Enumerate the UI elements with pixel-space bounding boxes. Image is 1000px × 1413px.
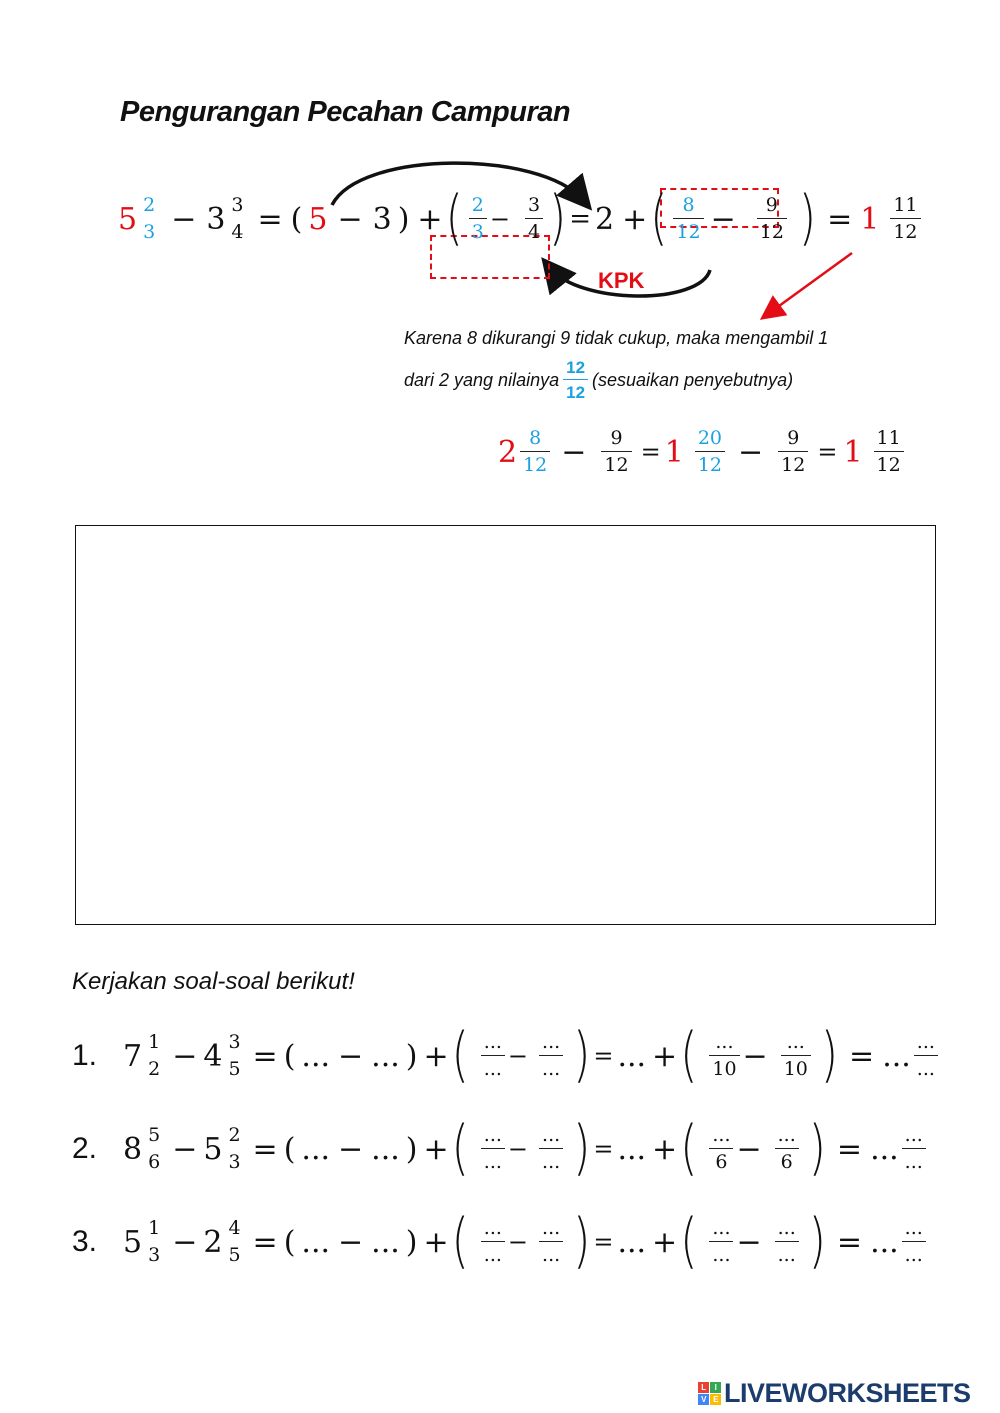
q-plus-1: +	[423, 1131, 449, 1167]
q-big-lparen-2: (	[680, 1113, 698, 1183]
br-f3: $\frac{20}{12}$	[695, 428, 725, 476]
q-blank-res-frac[interactable]: $\frac{...}{...}$	[902, 1218, 926, 1266]
q-blank-whole-2[interactable]: ...	[371, 1038, 400, 1074]
liveworksheets-logo	[698, 1378, 971, 1409]
ex-g1: $\frac{8}{12}$	[673, 195, 703, 243]
note-line-2b: (sesuaikan penyebutnya)	[592, 369, 794, 390]
q-blank-frac-1[interactable]: $\frac{...}{...}$	[481, 1218, 505, 1266]
q-eq-2: =	[593, 1135, 614, 1163]
br-w5: 1	[843, 434, 863, 470]
br-f2: $\frac{9}{12}$	[601, 428, 631, 476]
q-a-whole: 8	[123, 1131, 143, 1167]
q-big-rparen-1: )	[573, 1020, 591, 1090]
q-rparen: )	[405, 1224, 418, 1260]
borrow-equation	[498, 428, 907, 476]
q-big-rparen-2: )	[808, 1206, 826, 1276]
q-minus-4: −	[736, 1224, 762, 1260]
q-big-lparen-1: (	[451, 1020, 469, 1090]
q-blank-frac-2[interactable]: $\frac{...}{...}$	[539, 1032, 563, 1080]
q-conv-frac-2[interactable]: $\frac{...}{6}$	[775, 1125, 799, 1173]
logo-mark-i: I	[710, 1382, 721, 1393]
q-eq-3: =	[849, 1038, 875, 1074]
br-minus-2: −	[738, 434, 764, 470]
ex-minus-4: −	[710, 201, 736, 237]
question-row	[72, 1206, 929, 1276]
q-minus: −	[172, 1131, 198, 1167]
q-lparen: (	[283, 1131, 296, 1167]
arrow-red	[768, 253, 852, 314]
ex-rparen-1: )	[397, 201, 410, 237]
q-eq-1: =	[252, 1224, 278, 1260]
ex-b-frac: 3 4	[231, 194, 244, 243]
q-conv-frac-2[interactable]: $\frac{...}{10}$	[781, 1032, 811, 1080]
q-conv-frac-1[interactable]: $\frac{...}{...}$	[709, 1218, 733, 1266]
question-row	[72, 1113, 929, 1183]
q-b-frac: 4 5	[228, 1217, 241, 1266]
br-w1: 2	[498, 434, 518, 470]
ex-big-rparen-2: )	[798, 183, 817, 253]
note-line-2a: dari 2 yang nilainya	[404, 369, 560, 390]
ex-eq-1: =	[257, 201, 283, 237]
q-b-frac: 3 5	[228, 1031, 241, 1080]
ex-g2: $\frac{9}{12}$	[757, 195, 787, 243]
q-eq-2: =	[593, 1228, 614, 1256]
br-w3: 1	[664, 434, 684, 470]
br-minus-1: −	[561, 434, 587, 470]
q-blank-mid[interactable]: ...	[617, 1038, 647, 1074]
q-b-whole: 4	[203, 1038, 223, 1074]
logo-mark-e: E	[710, 1394, 721, 1405]
question-number: 2.	[72, 1132, 98, 1165]
ex-eq-3: =	[827, 201, 853, 237]
work-area-box[interactable]	[75, 525, 936, 925]
q-a-frac: 5 6	[148, 1124, 161, 1173]
q-blank-mid[interactable]: ...	[617, 1224, 647, 1260]
q-blank-res-whole[interactable]: ...	[870, 1224, 899, 1260]
ex-eq-2: =	[569, 204, 591, 234]
ex-a-frac: 2 3	[143, 194, 156, 243]
q-conv-frac-1[interactable]: $\frac{...}{10}$	[709, 1032, 739, 1080]
q-blank-res-whole[interactable]: ...	[882, 1038, 911, 1074]
br-f1: $\frac{8}{12}$	[520, 428, 550, 476]
q-lparen: (	[283, 1038, 296, 1074]
q-plus-2: +	[652, 1038, 678, 1074]
q-minus-4: −	[742, 1038, 768, 1074]
kpk-label: KPK	[598, 268, 645, 293]
br-f5: $\frac{11}{12}$	[874, 428, 904, 476]
q-minus: −	[172, 1038, 198, 1074]
logo-mark-l: L	[698, 1382, 709, 1393]
q-lparen: (	[283, 1224, 296, 1260]
note-line-2	[404, 358, 793, 402]
instruction-text: Kerjakan soal-soal berikut!	[72, 968, 355, 995]
q-plus-1: +	[423, 1224, 449, 1260]
q-blank-frac-1[interactable]: $\frac{...}{...}$	[481, 1125, 505, 1173]
ex-minus-3: −	[489, 205, 510, 233]
q-blank-res-frac[interactable]: $\frac{...}{...}$	[902, 1125, 926, 1173]
q-a-frac: 1 2	[148, 1031, 161, 1080]
ex-w2: 3	[372, 201, 392, 237]
q-big-rparen-1: )	[573, 1113, 591, 1183]
ex-big-lparen-1: (	[445, 183, 463, 253]
q-big-rparen-1: )	[573, 1206, 591, 1276]
q-eq-2: =	[593, 1042, 614, 1070]
question-number: 1.	[72, 1039, 98, 1072]
q-minus-2: −	[338, 1131, 364, 1167]
q-a-frac: 1 3	[148, 1217, 161, 1266]
question-row	[72, 1020, 941, 1090]
ex-res-whole: 1	[860, 201, 880, 237]
q-blank-frac-2[interactable]: $\frac{...}{...}$	[539, 1218, 563, 1266]
example-equation	[118, 183, 924, 253]
q-eq-3: =	[836, 1131, 863, 1167]
logo-mark-v: V	[698, 1394, 709, 1405]
q-blank-whole-2[interactable]: ...	[371, 1131, 400, 1167]
ex-lparen-1: (	[290, 201, 303, 237]
q-eq-1: =	[252, 1131, 278, 1167]
ex-f2: $\frac{3}{4}$	[525, 195, 543, 243]
q-rparen: )	[405, 1131, 418, 1167]
q-blank-frac-1[interactable]: $\frac{...}{...}$	[481, 1032, 505, 1080]
q-minus-3: −	[507, 1042, 529, 1070]
q-eq-1: =	[252, 1038, 278, 1074]
logo-text: LIVEWORKSHEETS	[724, 1378, 971, 1408]
br-eq-1: =	[640, 438, 661, 466]
q-minus-2: −	[338, 1038, 364, 1074]
q-eq-3: =	[836, 1224, 863, 1260]
q-b-frac: 2 3	[228, 1124, 241, 1173]
br-eq-2: =	[817, 438, 838, 466]
q-blank-res-whole[interactable]: ...	[870, 1131, 899, 1167]
ex-minus: −	[171, 201, 197, 237]
ex-big-rparen-1: )	[549, 183, 567, 253]
q-plus-2: +	[652, 1224, 678, 1260]
ex-b-whole: 3	[206, 201, 226, 237]
q-blank-mid[interactable]: ...	[617, 1131, 647, 1167]
logo-mark-icon	[698, 1382, 721, 1405]
q-plus-2: +	[652, 1131, 678, 1167]
note-frac: $\frac{12}{12}$	[563, 358, 588, 402]
ex-mid-whole: 2	[595, 201, 615, 237]
question-number: 3.	[72, 1225, 98, 1258]
ex-f1: $\frac{2}{3}$	[469, 195, 487, 243]
q-minus-3: −	[507, 1228, 529, 1256]
q-conv-frac-1[interactable]: $\frac{...}{6}$	[709, 1125, 733, 1173]
q-blank-res-frac[interactable]: $\frac{...}{...}$	[914, 1032, 938, 1080]
q-minus-4: −	[736, 1131, 762, 1167]
q-conv-frac-2[interactable]: $\frac{...}{...}$	[775, 1218, 799, 1266]
q-a-whole: 5	[123, 1224, 143, 1260]
q-plus-1: +	[423, 1038, 449, 1074]
ex-big-lparen-2: (	[650, 183, 668, 253]
br-f4: $\frac{9}{12}$	[778, 428, 808, 476]
q-big-lparen-2: (	[680, 1206, 698, 1276]
q-big-lparen-2: (	[680, 1020, 698, 1090]
q-minus: −	[172, 1224, 198, 1260]
q-big-rparen-2: )	[808, 1113, 826, 1183]
q-a-whole: 7	[123, 1038, 143, 1074]
q-minus-2: −	[338, 1224, 364, 1260]
ex-a-whole: 5	[118, 201, 138, 237]
page-title: Pengurangan Pecahan Campuran	[120, 96, 571, 128]
q-big-rparen-2: )	[820, 1020, 839, 1090]
ex-minus-2: −	[337, 201, 363, 237]
ex-plus-1: +	[417, 201, 443, 237]
q-blank-whole-1[interactable]: ...	[301, 1131, 331, 1167]
q-big-lparen-1: (	[451, 1113, 469, 1183]
q-b-whole: 2	[203, 1224, 223, 1260]
q-minus-3: −	[507, 1135, 529, 1163]
q-blank-whole-2[interactable]: ...	[371, 1224, 400, 1260]
ex-plus-2: +	[622, 201, 648, 237]
q-rparen: )	[405, 1038, 418, 1074]
ex-res-frac: $\frac{11}{12}$	[890, 195, 920, 243]
q-b-whole: 5	[203, 1131, 223, 1167]
q-blank-whole-1[interactable]: ...	[301, 1038, 331, 1074]
q-blank-frac-2[interactable]: $\frac{...}{...}$	[539, 1125, 563, 1173]
note-line-1: Karena 8 dikurangi 9 tidak cukup, maka mengambil 1	[404, 328, 829, 348]
q-big-lparen-1: (	[451, 1206, 469, 1276]
ex-w1: 5	[308, 201, 328, 237]
q-blank-whole-1[interactable]: ...	[301, 1224, 331, 1260]
